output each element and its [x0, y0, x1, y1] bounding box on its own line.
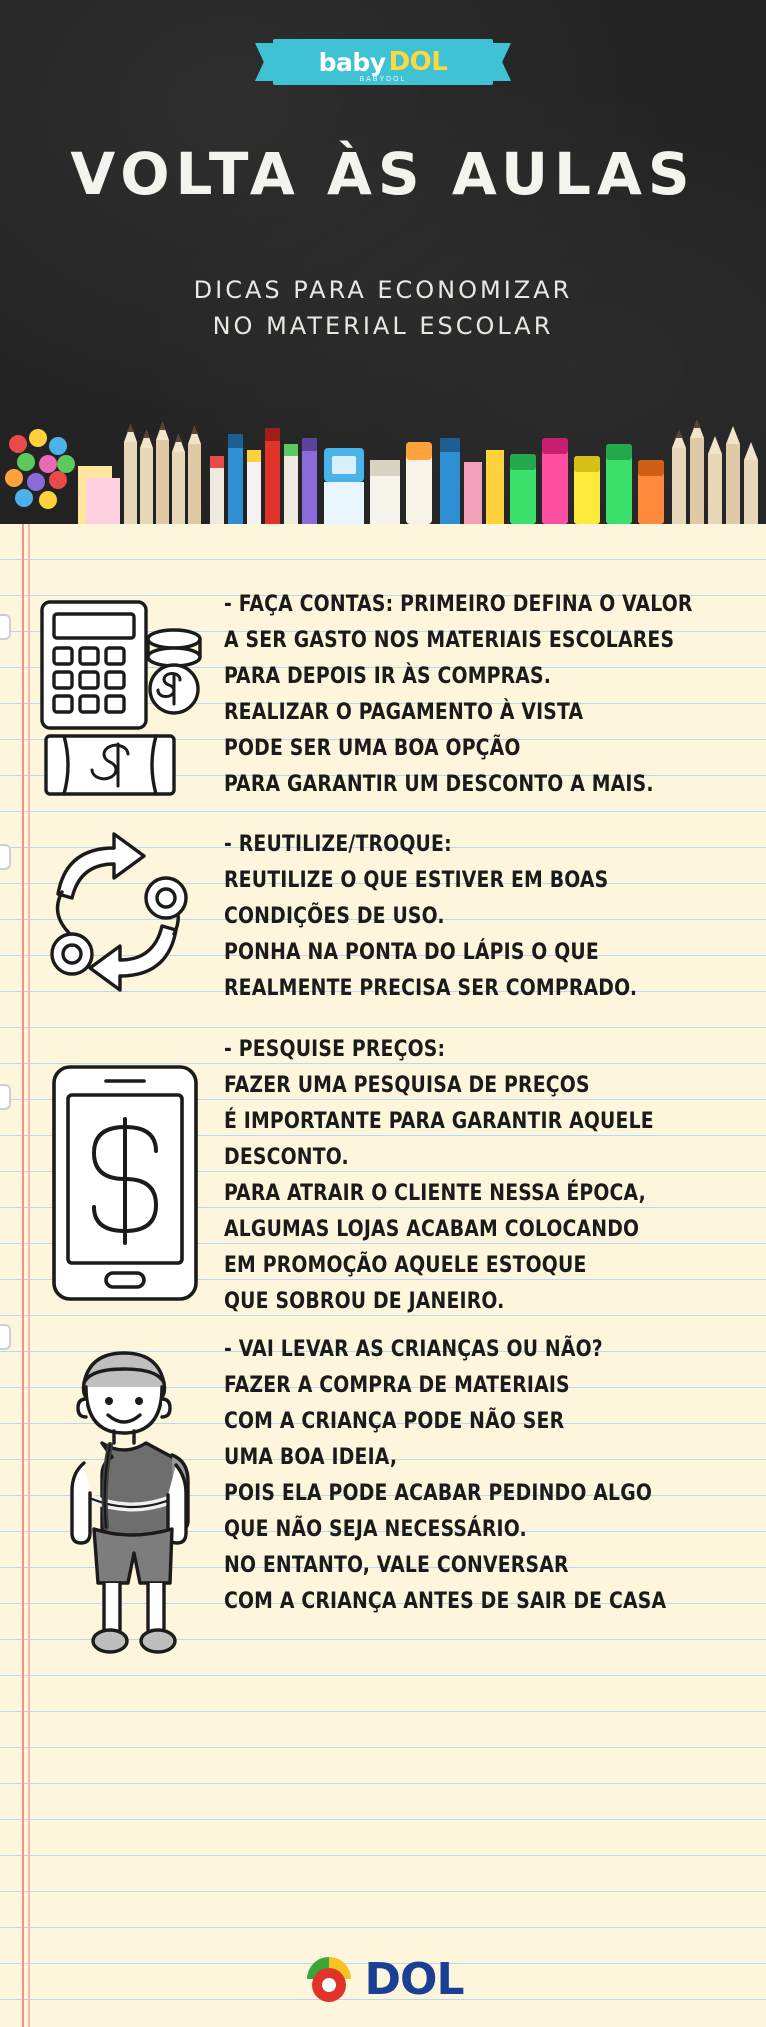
page-subtitle: [0, 272, 766, 344]
child-with-backpack-icon: [24, 1329, 224, 1669]
tip-line: REUTILIZE O QUE ESTIVER EM BOAS: [224, 867, 609, 893]
logo-baby-text: baby: [318, 47, 386, 77]
tip-line: QUE SOBROU DE JANEIRO.: [224, 1288, 505, 1314]
page-title: VOLTA ÀS AULAS: [70, 140, 696, 208]
tip-line: REALIZAR O PAGAMENTO À VISTA: [224, 699, 584, 725]
dol-mark-icon: [303, 1953, 355, 2005]
tip-line: É IMPORTANTE PARA GARANTIR AQUELE: [224, 1108, 654, 1134]
recycle-arrows-icon: [24, 824, 224, 1014]
logo-tagline: BABYDOL: [359, 76, 407, 83]
tip-line: EM PROMOÇÃO AQUELE ESTOQUE: [224, 1252, 587, 1278]
tip-text: [224, 584, 728, 802]
tip-line: NO ENTANTO, VALE CONVERSAR: [224, 1552, 569, 1578]
tip-line: A SER GASTO NOS MATERIAIS ESCOLARES: [224, 627, 675, 653]
tip-line: QUE NÃO SEJA NECESSÁRIO.: [224, 1516, 527, 1542]
logo-ribbon: [273, 39, 493, 85]
tip-line: PARA ATRAIR O CLIENTE NESSA ÉPOCA,: [224, 1180, 647, 1206]
binder-hole: [0, 1084, 11, 1110]
tip-text: [224, 1029, 686, 1319]
tip-line: CONDIÇÕES DE USO.: [224, 903, 445, 929]
dol-wordmark: DOL: [364, 1953, 464, 2005]
tip-line: - REUTILIZE/TROQUE:: [224, 831, 452, 857]
tip-text: [224, 824, 668, 1006]
tip-line: COM A CRIANÇA ANTES DE SAIR DE CASA: [224, 1588, 667, 1614]
tip-item: [24, 1029, 686, 1329]
babydol-logo: [257, 36, 509, 88]
tip-line: FAZER UMA PESQUISA DE PREÇOS: [224, 1072, 590, 1098]
tip-line: PARA DEPOIS IR ÀS COMPRAS.: [224, 663, 552, 689]
tip-line: - VAI LEVAR AS CRIANÇAS OU NÃO?: [224, 1336, 603, 1362]
calculator-and-money-icon: [24, 584, 224, 799]
tip-item: [24, 584, 728, 802]
chalkboard-header: [0, 0, 766, 524]
notebook-paper: [0, 524, 766, 2027]
tip-line: - FAÇA CONTAS: PRIMEIRO DEFINA O VALOR: [224, 591, 693, 617]
tip-line: REALMENTE PRECISA SER COMPRADO.: [224, 975, 638, 1001]
tip-line: - PESQUISE PREÇOS:: [224, 1036, 446, 1062]
tip-item: [24, 824, 668, 1014]
tip-line: POIS ELA PODE ACABAR PEDINDO ALGO: [224, 1480, 653, 1506]
tip-line: DESCONTO.: [224, 1144, 349, 1170]
tip-line: PODE SER UMA BOA OPÇÃO: [224, 735, 521, 761]
page-subtitle-line-1: DICAS PARA ECONOMIZAR: [193, 276, 573, 304]
tip-line: PONHA NA PONTA DO LÁPIS O QUE: [224, 939, 599, 965]
tip-line: FAZER A COMPRA DE MATERIAIS: [224, 1372, 570, 1398]
tip-item: [24, 1329, 700, 1669]
tip-text: [224, 1329, 700, 1619]
tip-line: ALGUMAS LOJAS ACABAM COLOCANDO: [224, 1216, 640, 1242]
binder-hole: [0, 1324, 11, 1350]
school-supplies-illustration: [0, 404, 766, 524]
binder-holes: [0, 524, 12, 2027]
logo-dol-text: DOL: [388, 47, 448, 77]
smartphone-dollar-icon: [24, 1029, 224, 1329]
tip-line: PARA GARANTIR UM DESCONTO A MAIS.: [224, 771, 654, 797]
binder-hole: [0, 614, 11, 640]
binder-hole: [0, 844, 11, 870]
tip-line: UMA BOA IDEIA,: [224, 1444, 398, 1470]
dol-footer-logo: [0, 1953, 766, 2005]
tip-line: COM A CRIANÇA PODE NÃO SER: [224, 1408, 565, 1434]
page-subtitle-line-2: NO MATERIAL ESCOLAR: [212, 312, 554, 340]
